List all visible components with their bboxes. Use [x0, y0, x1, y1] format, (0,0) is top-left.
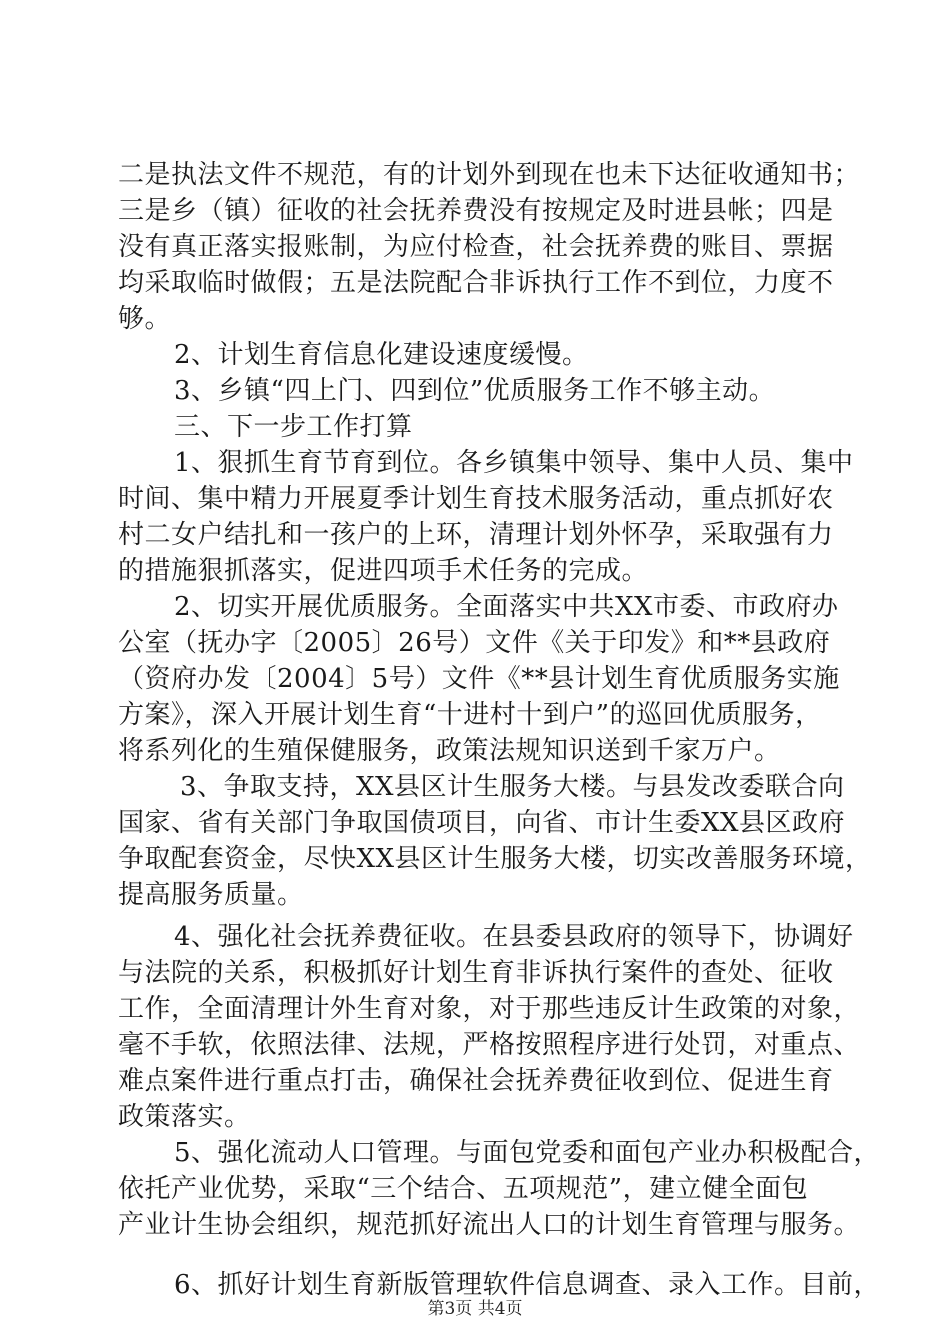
text-line: 6、抓好计划生育新版管理软件信息调查、录入工作。目前，: [174, 1270, 881, 1300]
section-heading: 三、下一步工作打算: [174, 412, 413, 442]
text-line: 没有真正落实报账制，为应付检查，社会抚养费的账目、票据: [118, 232, 834, 262]
text-line: 产业计生协会组织，规范抓好流出人口的计划生育管理与服务。: [118, 1210, 861, 1240]
text-line: 均采取临时做假；五是法院配合非诉执行工作不到位，力度不: [118, 268, 834, 298]
text-line: 的措施狠抓落实，促进四项手术任务的完成。: [118, 556, 649, 586]
text-line: 争取配套资金，尽快XX县区计生服务大楼，切实改善服务环境，: [118, 844, 872, 874]
text-line: 3、乡镇“四上门、四到位”优质服务工作不够主动。: [174, 376, 776, 406]
text-line: 2、切实开展优质服务。全面落实中共XX市委、市政府办: [174, 592, 839, 622]
text-line: 村二女户结扎和一孩户的上环，清理计划外怀孕，采取强有力: [118, 520, 834, 550]
text-line: 提高服务质量。: [118, 880, 304, 910]
text-line: 5、强化流动人口管理。与面包党委和面包产业办积极配合，: [174, 1138, 881, 1168]
text-line: 毫不手软，依照法律、法规，严格按照程序进行处罚，对重点、: [118, 1030, 861, 1060]
text-line: 公室（抚办字〔2005〕26号）文件《关于印发》和**县政府: [118, 628, 831, 658]
text-line: 方案》，深入开展计划生育“十进村十到户”的巡回优质服务，: [118, 700, 822, 730]
text-line: 政策落实。: [118, 1102, 251, 1132]
text-line: 时间、集中精力开展夏季计划生育技术服务活动，重点抓好农: [118, 484, 834, 514]
page-footer: 第3页 共4页: [427, 1299, 523, 1319]
text-line: 1、狠抓生育节育到位。各乡镇集中领导、集中人员、集中: [174, 448, 854, 478]
text-line: 国家、省有关部门争取国债项目，向省、市计生委XX县区政府: [118, 808, 846, 838]
text-line: （资府办发〔2004〕5号）文件《**县计划生育优质服务实施: [118, 664, 840, 694]
text-line: 2、计划生育信息化建设速度缓慢。: [174, 340, 589, 370]
text-line: 3、争取支持，XX县区计生服务大楼。与县发改委联合向: [180, 772, 845, 802]
text-line: 将系列化的生殖保健服务，政策法规知识送到千家万户。: [118, 736, 781, 766]
text-line: 二是执法文件不规范，有的计划外到现在也未下达征收通知书；: [118, 160, 861, 190]
text-line: 三是乡（镇）征收的社会抚养费没有按规定及时进县帐；四是: [118, 196, 834, 226]
text-line: 与法院的关系，积极抓好计划生育非诉执行案件的查处、征收: [118, 958, 834, 988]
text-line: 4、强化社会抚养费征收。在县委县政府的领导下，协调好: [174, 922, 854, 952]
text-line: 工作，全面清理计外生育对象，对于那些违反计生政策的对象，: [118, 994, 861, 1024]
text-line: 依托产业优势，采取“三个结合、五项规范”，建立健全面包: [118, 1174, 809, 1204]
text-line: 够。: [118, 304, 172, 334]
text-line: 难点案件进行重点打击，确保社会抚养费征收到位、促进生育: [118, 1066, 834, 1096]
